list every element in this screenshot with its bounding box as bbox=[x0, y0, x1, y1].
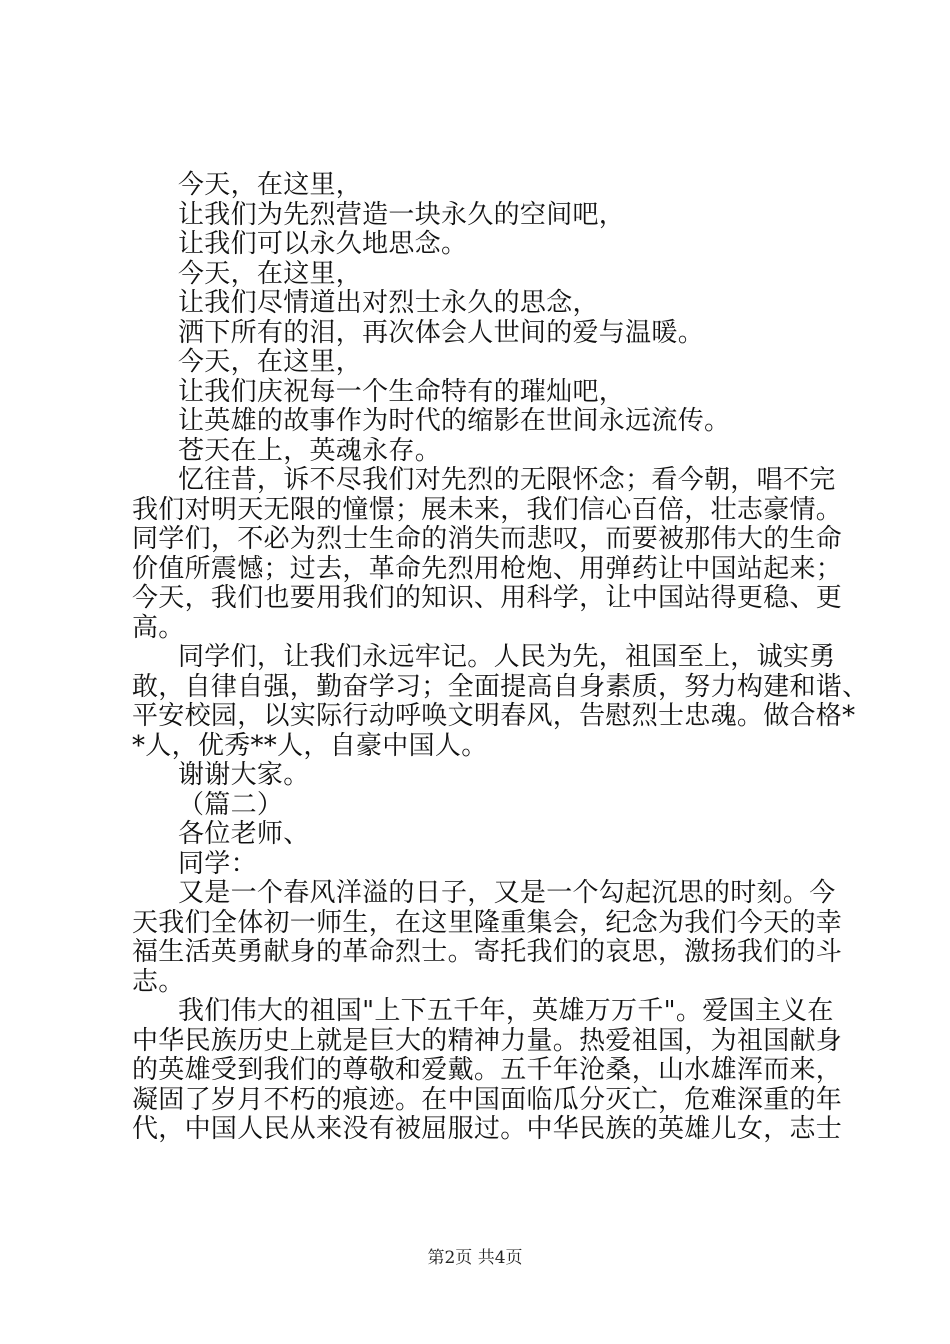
text-line: 中华民族历史上就是巨大的精神力量。热爱祖国，为祖国献身 bbox=[132, 1025, 843, 1056]
text-line: 平安校园，以实际行动呼唤文明春风，告慰烈士忠魂。做合格* bbox=[132, 701, 856, 731]
text-line: 代，中国人民从来没有被屈服过。中华民族的英雄儿女，志士 bbox=[132, 1114, 843, 1144]
text-line: 我们伟大的祖国"上下五千年，英雄万万千"。爱国主义在 bbox=[178, 996, 834, 1026]
text-line: 高。 bbox=[132, 612, 185, 643]
text-line: 让我们可以永久地思念。 bbox=[178, 229, 468, 259]
text-line: 苍天在上，英魂永存。 bbox=[178, 435, 442, 466]
text-line: 今天，在这里， bbox=[178, 170, 363, 200]
text-line: 同学们，让我们永远牢记。人民为先，祖国至上，诚实勇 bbox=[178, 642, 836, 672]
text-line: 同学： bbox=[178, 848, 257, 879]
text-line: （篇二） bbox=[178, 789, 284, 820]
text-line: 各位老师、 bbox=[178, 819, 310, 849]
page-number: 第2页 共4页 bbox=[427, 1248, 523, 1268]
text-line: 洒下所有的泪，再次体会人世间的爱与温暖。 bbox=[178, 317, 705, 348]
text-line: 谢谢大家。 bbox=[178, 760, 310, 790]
text-line: 福生活英勇献身的革命烈士。寄托我们的哀思，激扬我们的斗 bbox=[132, 937, 843, 967]
document-body bbox=[132, 170, 869, 1145]
text-line: 我们对明天无限的憧憬；展未来，我们信心百倍，壮志豪情。 bbox=[132, 494, 843, 525]
text-line: 敢，自律自强，勤奋学习；全面提高自身素质，努力构建和谐、 bbox=[132, 671, 869, 702]
text-line: 今天，在这里， bbox=[178, 258, 363, 289]
text-line: 的英雄受到我们的尊敬和爱戴。五千年沧桑，山水雄浑而来， bbox=[132, 1055, 843, 1085]
text-line: 凝固了岁月不朽的痕迹。在中国面临瓜分灭亡，危难深重的年 bbox=[132, 1084, 843, 1115]
text-line: 让我们为先烈营造一块永久的空间吧， bbox=[178, 199, 626, 230]
text-line: 又是一个春风洋溢的日子，又是一个勾起沉思的时刻。今 bbox=[178, 878, 836, 908]
text-line: 忆往昔，诉不尽我们对先烈的无限怀念；看今朝，唱不完 bbox=[178, 465, 836, 495]
text-line: 志。 bbox=[132, 966, 185, 997]
page-footer bbox=[0, 1243, 950, 1268]
text-line: *人，优秀**人，自豪中国人。 bbox=[132, 730, 488, 761]
text-line: 今天，在这里， bbox=[178, 347, 363, 377]
text-line: 让英雄的故事作为时代的缩影在世间永远流传。 bbox=[178, 406, 731, 436]
text-line: 让我们尽情道出对烈士永久的思念， bbox=[178, 288, 599, 318]
text-line: 让我们庆祝每一个生命特有的璀灿吧， bbox=[178, 376, 626, 407]
text-line: 同学们，不必为烈士生命的消失而悲叹，而要被那伟大的生命 bbox=[132, 524, 843, 554]
text-line: 价值所震憾；过去，革命先烈用枪炮、用弹药让中国站起来； bbox=[132, 553, 843, 584]
text-line: 天我们全体初一师生，在这里隆重集会，纪念为我们今天的幸 bbox=[132, 907, 843, 938]
text-line: 今天，我们也要用我们的知识、用科学，让中国站得更稳、更 bbox=[132, 583, 843, 613]
